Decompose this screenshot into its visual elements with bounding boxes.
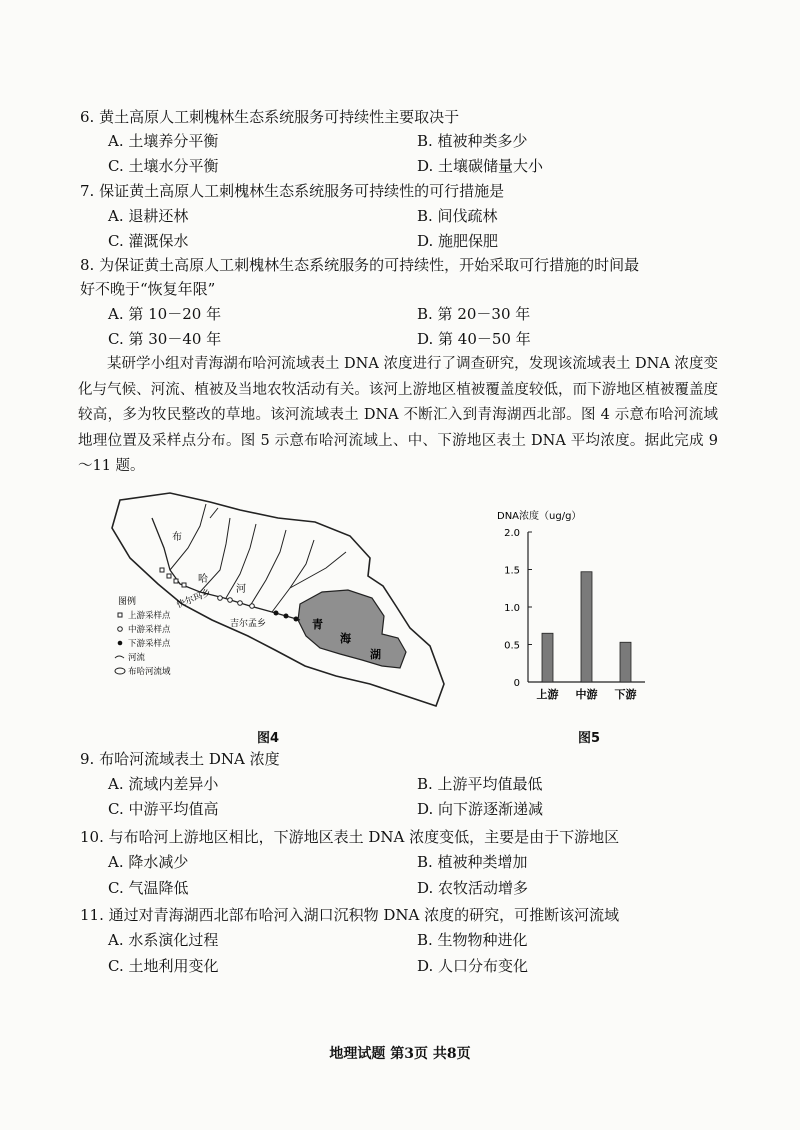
question-11-option-b: B. 生物物种进化 [417,931,528,949]
label-he: 河 [236,584,246,595]
figure-5-caption: 图5 [578,731,601,746]
question-10-option-c: C. 气温降低 [108,879,189,897]
chart-ylabel: DNA浓度（ug/g） [497,511,582,522]
question-11-option-c: C. 土地利用变化 [108,957,219,975]
upstream-sampling-points [160,568,186,587]
question-11-option-d: D. 人口分布变化 [417,957,529,975]
chart-ytick-label: 0.5 [504,640,520,652]
label-town2: 吉尔孟乡 [230,619,267,629]
question-10-option-b: B. 植被种类增加 [417,853,528,871]
label-lake3: 湖 [370,648,381,661]
downstream-sampling-points [274,611,299,622]
question-6-stem: 6. 黄土高原人工刺槐林生态系统服务可持续性主要取决于 [80,108,460,126]
legend-downstream: 下游采样点 [128,639,171,649]
question-11-option-a: A. 水系演化过程 [108,931,219,949]
question-9-option-c: C. 中游平均值高 [108,800,219,818]
chart-ytick-label: 1.5 [504,565,520,577]
question-8-option-c: C. 第 30－40 年 [108,330,222,348]
question-7-option-a: A. 退耕还林 [108,207,189,225]
question-7-option-b: B. 间伐疏林 [417,207,498,225]
question-8-option-b: B. 第 20－30 年 [417,305,531,323]
question-8-stem-line1: 8. 为保证黄土高原人工刺槐林生态系统服务的可持续性，开始采取可行措施的时间最 [80,256,640,274]
question-8-option-a: A. 第 10－20 年 [108,305,222,323]
question-9-option-a: A. 流域内差异小 [108,775,219,793]
question-8-option-d: D. 第 40－50 年 [417,330,531,348]
legend-basin: 布哈河流域 [128,667,171,677]
figure-5-chart [470,500,670,710]
figure-4-map [100,488,450,720]
question-9-option-d: D. 向下游逐渐递减 [417,800,544,818]
chart-bar-2 [581,572,592,682]
question-7-stem: 7. 保证黄土高原人工刺槐林生态系统服务可持续性的可行措施是 [80,182,505,200]
question-10-option-d: D. 农牧活动增多 [417,879,529,897]
label-lake2: 海 [340,632,351,645]
legend-title: 图例 [118,597,137,607]
figure-4-caption: 图4 [257,731,280,746]
legend-upstream: 上游采样点 [128,611,171,621]
question-11-stem: 11. 通过对青海湖西北部布哈河入湖口沉积物 DNA 浓度的研究，可推断该河流域 [80,906,620,924]
label-lake1: 青 [312,618,323,631]
question-9-stem: 9. 布哈河流域表土 DNA 浓度 [80,750,280,768]
chart-ytick-label: 2.0 [504,528,520,539]
chart-category-label: 下游 [614,688,637,701]
question-6-option-b: B. 植被种类多少 [417,132,528,150]
question-6-option-a: A. 土壤养分平衡 [108,132,219,150]
page-footer: 地理试题 第3页 共8页 [329,1046,471,1062]
chart-bar-1 [542,633,553,682]
reading-passage [78,352,718,480]
passage-text: 某研学小组对青海湖布哈河流域表土 DNA 浓度进行了调查研究，发现该流域表土 DNA 浓度变化与气候、河流、植被及当地农牧活动有关。该河上游地区植被覆盖度较低，而下游地区植被覆盖度较高，多为牧民整改的草地。该河流域表土 DNA 不断汇入到青海湖西北部。图 4 示意布哈河流域地理位置及采样点分布。图 5 示意布哈河流域上、中、下游地区表土 DNA 平均浓度。据此完成 9～11 题。 [78,356,718,474]
question-6-option-c: C. 土壤水分平衡 [108,157,219,175]
question-8-stem-line2: 好不晚于“恢复年限” [80,280,216,298]
question-6-option-d: D. 土壤碳储量大小 [417,157,544,175]
legend-midstream: 中游采样点 [128,625,171,635]
chart-bar-3 [620,642,631,682]
chart-category-label: 中游 [575,688,598,701]
question-10-stem: 10. 与布哈河上游地区相比，下游地区表土 DNA 浓度变低，主要是由于下游地区 [80,828,620,846]
chart-ytick-label: 0 [513,678,520,689]
legend-river: 河流 [128,653,146,663]
question-7-option-d: D. 施肥保肥 [417,232,499,250]
label-town1: 快尔玛乡 [175,588,213,611]
map-legend [115,595,171,677]
chart-ytick-label: 1.0 [504,603,520,614]
label-bu: 布 [172,532,182,543]
chart-category-label: 上游 [536,688,559,701]
question-9-option-b: B. 上游平均值最低 [417,775,543,793]
label-ha: 哈 [198,574,208,585]
question-10-option-a: A. 降水减少 [108,853,189,871]
question-7-option-c: C. 灌溉保水 [108,232,189,250]
